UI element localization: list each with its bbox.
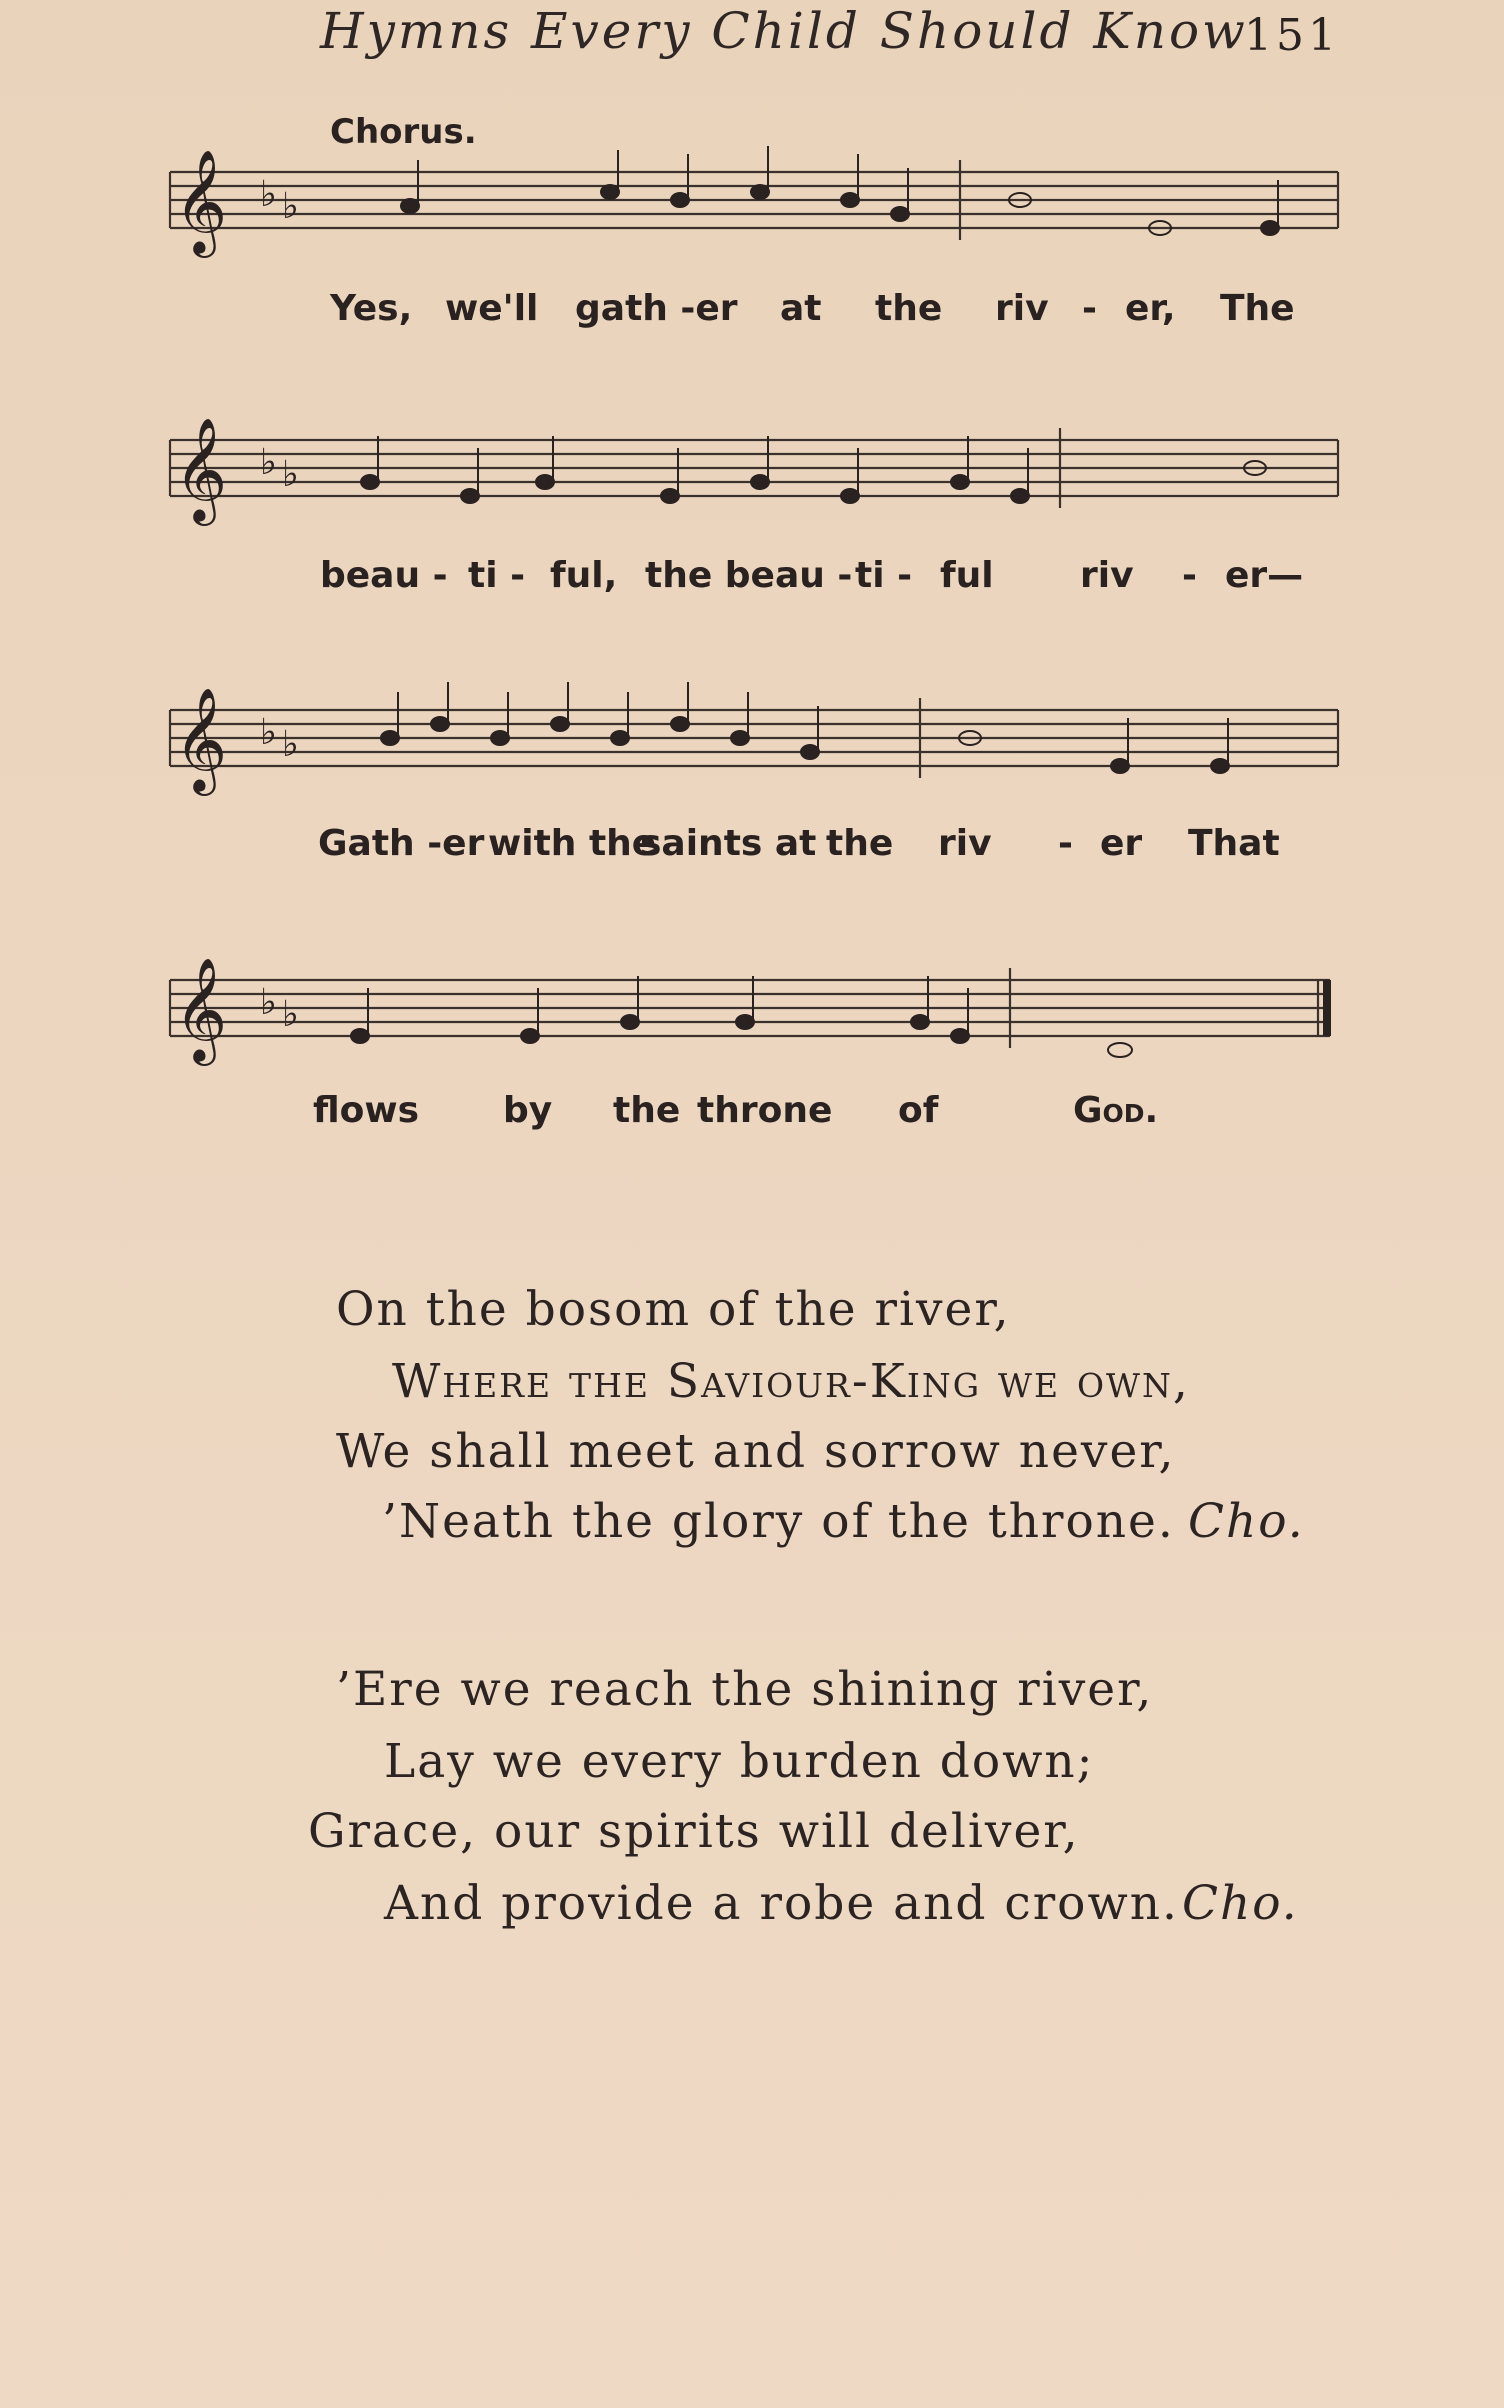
lyric-syllable: riv — [1080, 555, 1134, 596]
lyric-syllable: ful, — [550, 555, 618, 596]
verse-stanza-1 — [0, 1282, 1504, 1582]
music-staff-2 — [160, 408, 1340, 568]
lyric-syllable: ful — [940, 555, 994, 596]
svg-text:♭: ♭ — [282, 186, 299, 227]
final-barline-icon — [1323, 980, 1331, 1036]
lyric-syllable: saints at — [640, 823, 817, 864]
lyric-syllable: er— — [1225, 555, 1304, 596]
lyric-syllable: That — [1188, 823, 1280, 864]
lyric-syllable: riv — [995, 288, 1049, 329]
lyric-syllable: er, — [1125, 288, 1176, 329]
svg-text:♭: ♭ — [282, 454, 299, 495]
lyric-syllable: Yes, — [330, 288, 413, 329]
verse-line: ’Neath the glory of the throne. — [382, 1494, 1175, 1549]
lyric-syllable: - — [1082, 288, 1097, 329]
lyric-syllable: with the — [488, 823, 657, 864]
verse-line: On the bosom of the river, — [336, 1282, 1011, 1337]
verse-line: We shall meet and sorrow never, — [336, 1424, 1176, 1479]
page-number: 151 — [1244, 10, 1340, 61]
verse-line: And provide a robe and crown. — [384, 1876, 1179, 1931]
svg-text:♭: ♭ — [282, 724, 299, 765]
treble-clef-icon: 𝄞 — [174, 687, 228, 792]
svg-text:♭: ♭ — [260, 982, 277, 1023]
lyric-syllable: at — [780, 288, 822, 329]
lyric-syllable: the — [826, 823, 894, 864]
lyric-syllable: the beau - — [645, 555, 853, 596]
refrain-mark: Cho. — [1182, 1876, 1299, 1931]
lyric-syllable: riv — [938, 823, 992, 864]
treble-clef-icon: 𝄞 — [174, 417, 228, 522]
lyric-syllable: beau - — [320, 555, 448, 596]
lyric-syllable: throne — [697, 1090, 833, 1131]
music-staff-system-3 — [160, 678, 1340, 792]
lyric-syllable: of — [898, 1090, 939, 1131]
lyric-syllable: - — [1182, 555, 1197, 596]
lyrics-line-1 — [300, 288, 1340, 338]
lyrics-line-2 — [320, 555, 1360, 605]
verse-line: Where the Saviour-King we own, — [392, 1354, 1190, 1409]
header-title: Hymns Every Child Should Know — [320, 2, 1248, 60]
lyric-syllable: flows — [313, 1090, 420, 1131]
refrain-mark: Cho. — [1188, 1494, 1305, 1549]
music-staff-3 — [160, 678, 1340, 838]
lyrics-line-3 — [318, 823, 1358, 873]
verse-stanza-2 — [0, 1662, 1504, 1962]
music-staff-system-1 — [160, 140, 1340, 254]
verse-line: ’Ere we reach the shining river, — [336, 1662, 1154, 1717]
svg-text:♭: ♭ — [260, 442, 277, 483]
svg-text:♭: ♭ — [260, 712, 277, 753]
lyrics-line-4 — [313, 1090, 1353, 1140]
lyric-syllable: by — [503, 1090, 553, 1131]
treble-clef-icon: 𝄞 — [174, 957, 228, 1062]
lyric-syllable: God. — [1073, 1090, 1159, 1131]
lyric-syllable: ti - — [855, 555, 913, 596]
chorus-label: Chorus. — [330, 112, 477, 152]
verse-line: Grace, our spirits will deliver, — [308, 1804, 1080, 1859]
lyric-syllable: - — [1058, 823, 1073, 864]
running-header — [320, 0, 1340, 70]
lyric-syllable: gath -er — [575, 288, 738, 329]
verse-line: Lay we every burden down; — [384, 1734, 1095, 1789]
lyric-syllable: The — [1220, 288, 1295, 329]
music-staff-system-2 — [160, 408, 1340, 522]
lyric-syllable: er — [1100, 823, 1143, 864]
lyric-syllable: Gath -er — [318, 823, 485, 864]
music-staff-system-4 — [160, 948, 1340, 1062]
music-staff-1 — [160, 140, 1340, 300]
lyric-syllable: ti - — [468, 555, 526, 596]
lyric-syllable: the — [875, 288, 943, 329]
treble-clef-icon: 𝄞 — [174, 149, 228, 254]
lyric-syllable: we'll — [445, 288, 539, 329]
svg-text:♭: ♭ — [260, 174, 277, 215]
svg-text:♭: ♭ — [282, 994, 299, 1035]
music-staff-4 — [160, 948, 1340, 1108]
lyric-syllable: the — [613, 1090, 681, 1131]
